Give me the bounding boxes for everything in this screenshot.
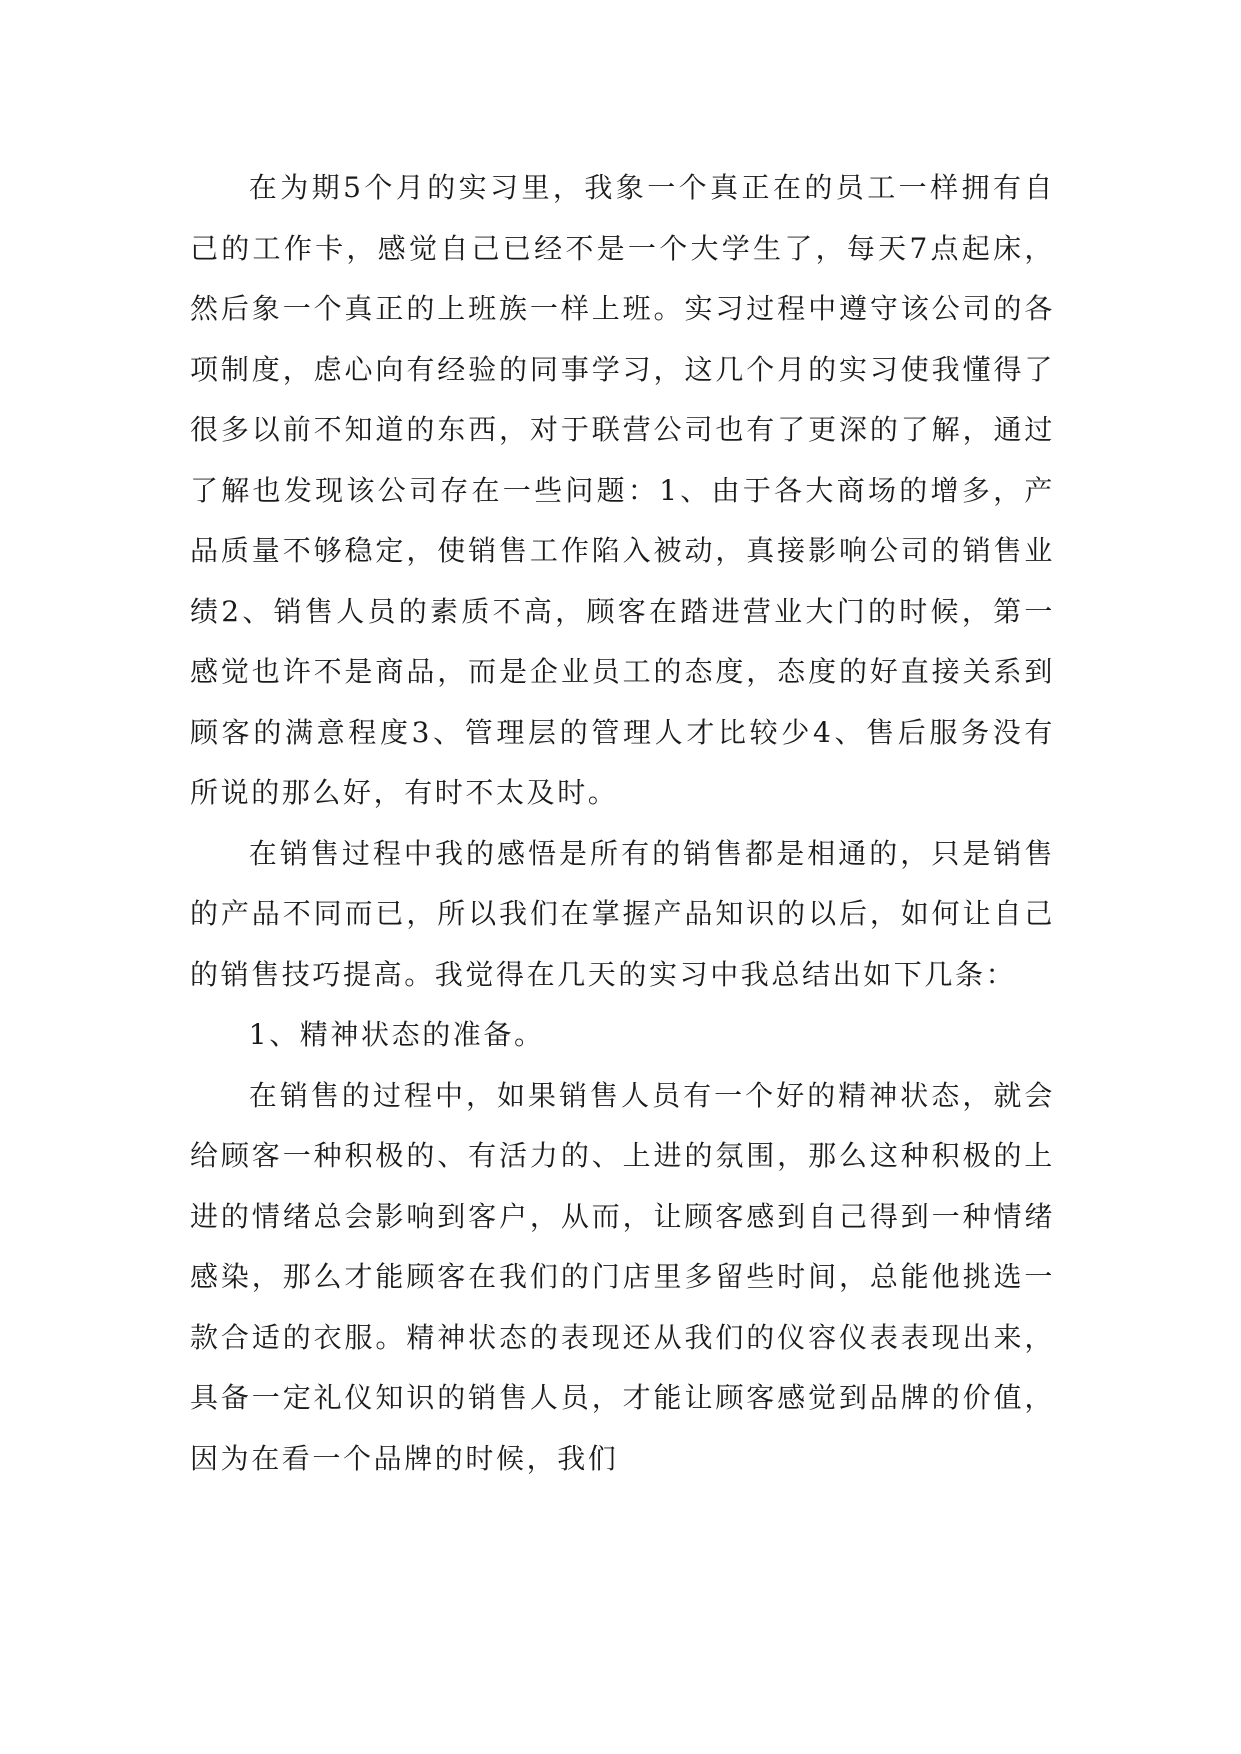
document-body xyxy=(190,158,1055,1489)
list-item-mental-state: 1、精神状态的准备。 xyxy=(248,1018,545,1051)
paragraph-internship-overview: 在为期5个月的实习里，我象一个真正在的员工一样拥有自己的工作卡，感觉自己已经不是一个大学生了，每天7点起床，然后象一个真正的上班族一样上班。实习过程中遵守该公司的各项制度，虑心向有经验的同事学习，这几个月的实习使我懂得了很多以前不知道的东西，对于联营公司也有了更深的了解，通过了解也发现该公司存在一些问题：1、由于各大商场的增多，产品质量不够稳定，使销售工作陷入被动，真接影响公司的销售业绩2、销售人员的素质不高，顾客在踏进营业大门的时候，第一感觉也许不是商品，而是企业员工的态度，态度的好直接关系到顾客的满意程度3、管理层的管理人才比较少4、售后服务没有所说的那么好，有时不太及时。 xyxy=(190,171,1055,809)
paragraph-sales-insight: 在销售过程中我的感悟是所有的销售都是相通的，只是销售的产品不同而已，所以我们在掌握产品知识的以后，如何让自己的销售技巧提高。我觉得在几天的实习中我总结出如下几条： xyxy=(190,836,1055,991)
paragraph-mental-state-detail: 在销售的过程中，如果销售人员有一个好的精神状态，就会给顾客一种积极的、有活力的、上进的氛围，那么这种积极的上进的情绪总会影响到客户，从而，让顾客感到自己得到一种情绪感染，那么才能顾客在我们的门店里多留些时间，总能他挑选一款合适的衣服。精神状态的表现还从我们的仪容仪表表现出来，具备一定礼仪知识的销售人员，才能让顾客感觉到品牌的价值，因为在看一个品牌的时候，我们 xyxy=(190,1078,1055,1475)
